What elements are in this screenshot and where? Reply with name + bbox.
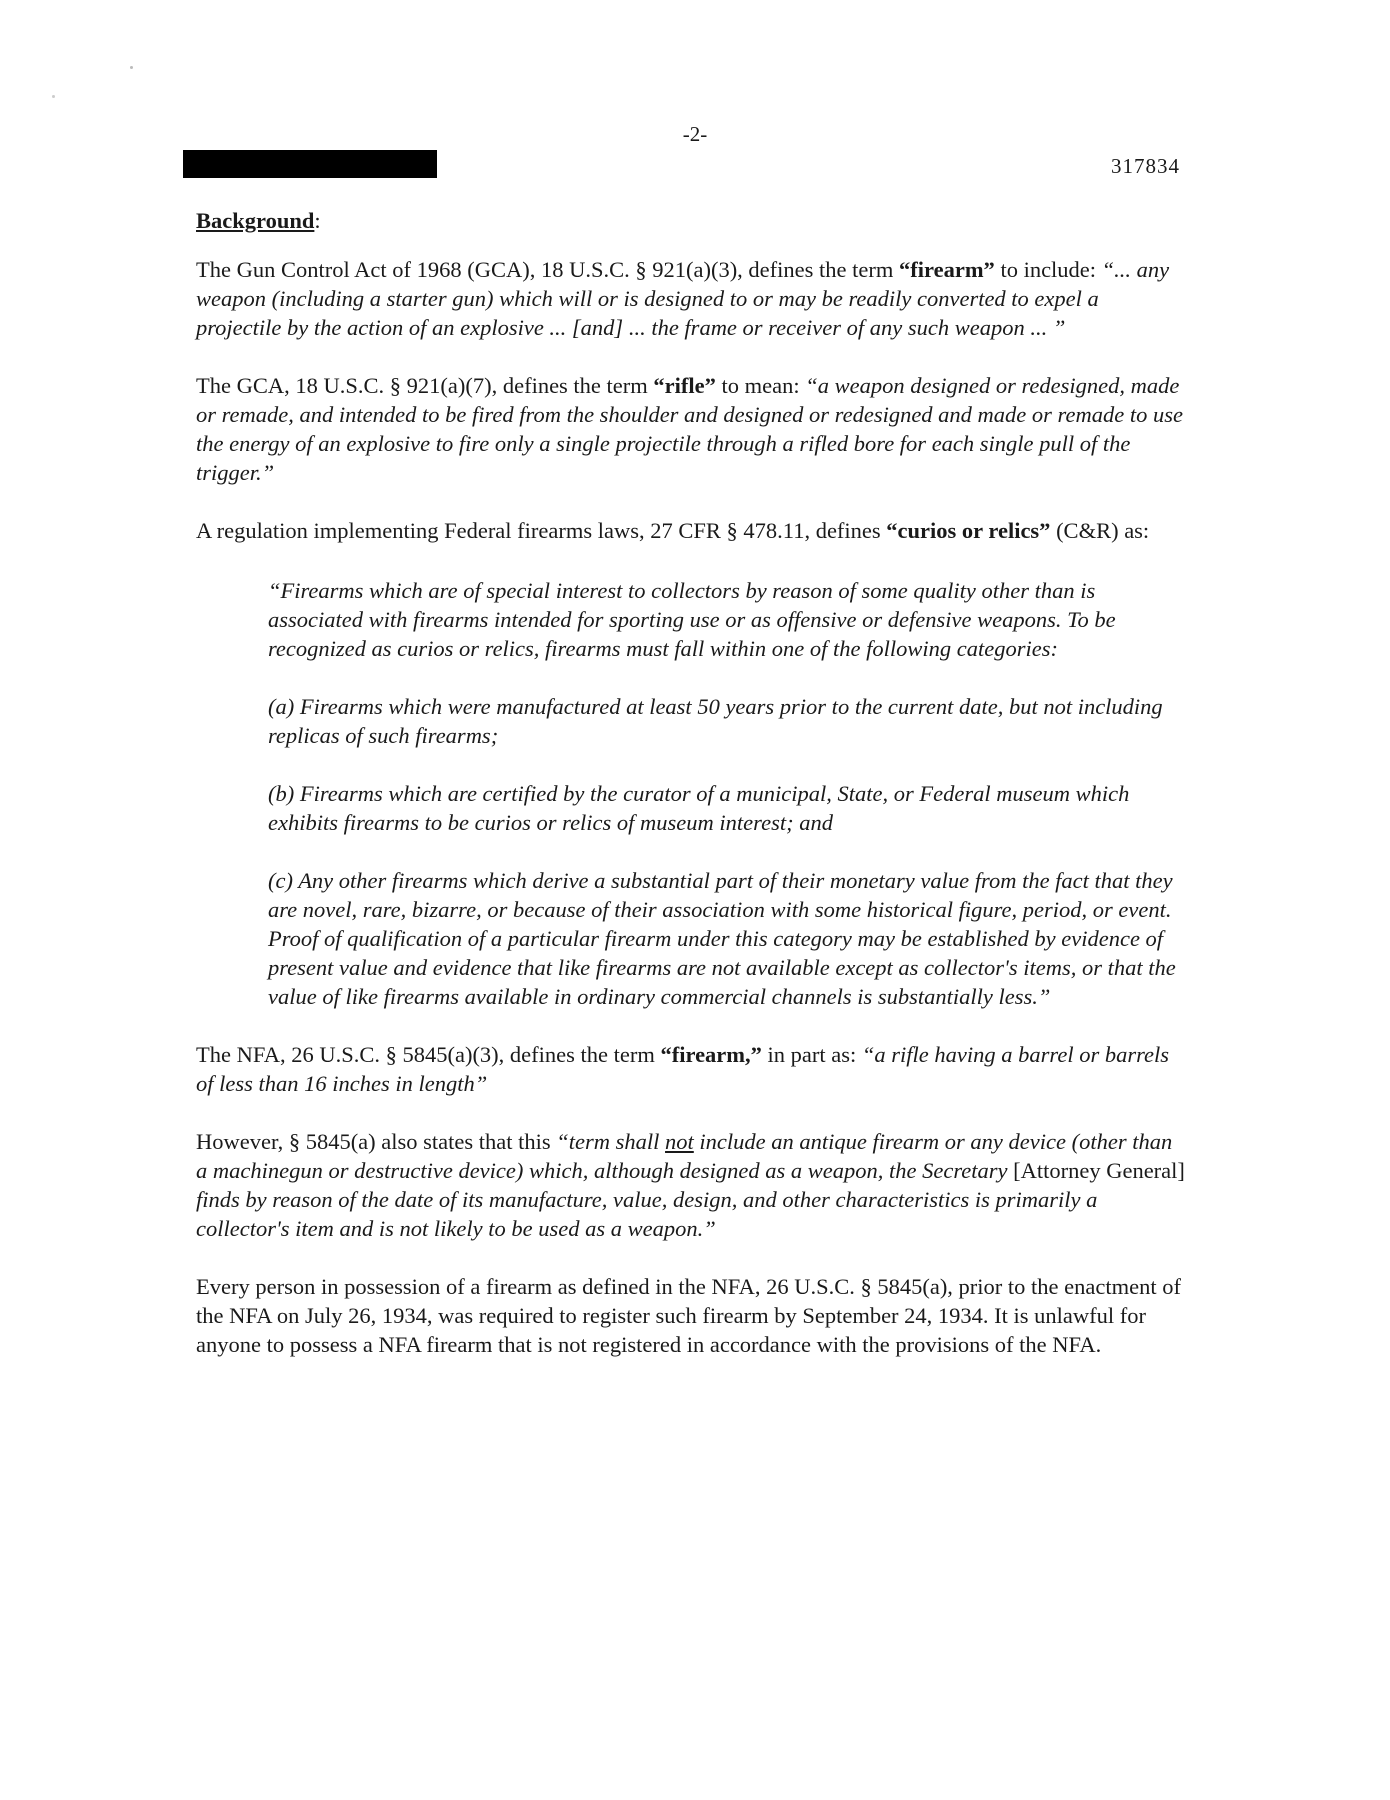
document-number: 317834 bbox=[1111, 154, 1180, 178]
quote-item-c: (c) Any other firearms which derive a substantial part of their monetary value from the fact that they are novel, rare, bizarre, or because of their association with some historical figure, period, or event. Proof of qualification of a particular firearm under this category may be established by evidence of present value and evidence that like firearms are not available except as collector's items, or that the value of like firearms available in ordinary commercial channels is substantially less.” bbox=[268, 868, 1176, 1009]
paragraph-nfa-firearm: The NFA, 26 U.S.C. § 5845(a)(3), defines the term “firearm,” in part as: “a rifle having a barrel or barrels of less than 16 inches in length” bbox=[196, 1042, 1169, 1096]
paragraph-curios-relics: A regulation implementing Federal firearms laws, 27 CFR § 478.11, defines “curios or relics” (C&R) as: bbox=[196, 518, 1150, 543]
quote-intro: “Firearms which are of special interest to collectors by reason of some quality other than is associated with firearms intended for sporting use or as offensive or defensive weapons. To be recognized as curios or relics, firearms must fall within one of the following categories: bbox=[268, 578, 1116, 661]
section-heading: Background: bbox=[196, 208, 321, 233]
page-number: -2- bbox=[682, 122, 708, 146]
paragraph-registration: Every person in possession of a firearm as defined in the NFA, 26 U.S.C. § 5845(a), prior to the enactment of the NFA on July 26, 1934, was required to register such firearm by September 24, 1934. It is unlawful for anyone to possess a NFA firearm that is not registered in accordance with the provisions of the NFA. bbox=[196, 1274, 1181, 1357]
quote-item-b: (b) Firearms which are certified by the curator of a municipal, State, or Federal museum which exhibits firearms to be curios or relics of museum interest; and bbox=[268, 781, 1130, 835]
paragraph-exclusion: However, § 5845(a) also states that this “term shall not include an antique firearm or any device (other than a machinegun or destructive device) which, although designed as a weapon, the Secretary [Attorney General] finds by reason of the date of its manufacture, value, design, and other characteristics is primarily a collector's item and is not likely to be used as a weapon.” bbox=[196, 1129, 1185, 1241]
scan-speck bbox=[130, 66, 133, 69]
paragraph-gca-firearm: The Gun Control Act of 1968 (GCA), 18 U.S.C. § 921(a)(3), defines the term “firearm” to include: “... any weapon (including a starter gun) which will or is designed to or may be readily converted to expel a projectile by the action of an explosive ... [and] ... the frame or receiver of any such weapon ... ” bbox=[196, 257, 1170, 340]
document-body bbox=[196, 206, 1188, 1388]
scan-speck bbox=[52, 95, 55, 98]
redaction-bar bbox=[183, 150, 437, 178]
quote-item-a: (a) Firearms which were manufactured at least 50 years prior to the current date, but not including replicas of such firearms; bbox=[268, 694, 1163, 748]
paragraph-gca-rifle: The GCA, 18 U.S.C. § 921(a)(7), defines the term “rifle” to mean: “a weapon designed or redesigned, made or remade, and intended to be fired from the shoulder and designed or redesigned and made or remade to use the energy of an explosive to fire only a single projectile through a rifled bore for each single pull of the trigger.” bbox=[196, 373, 1183, 485]
